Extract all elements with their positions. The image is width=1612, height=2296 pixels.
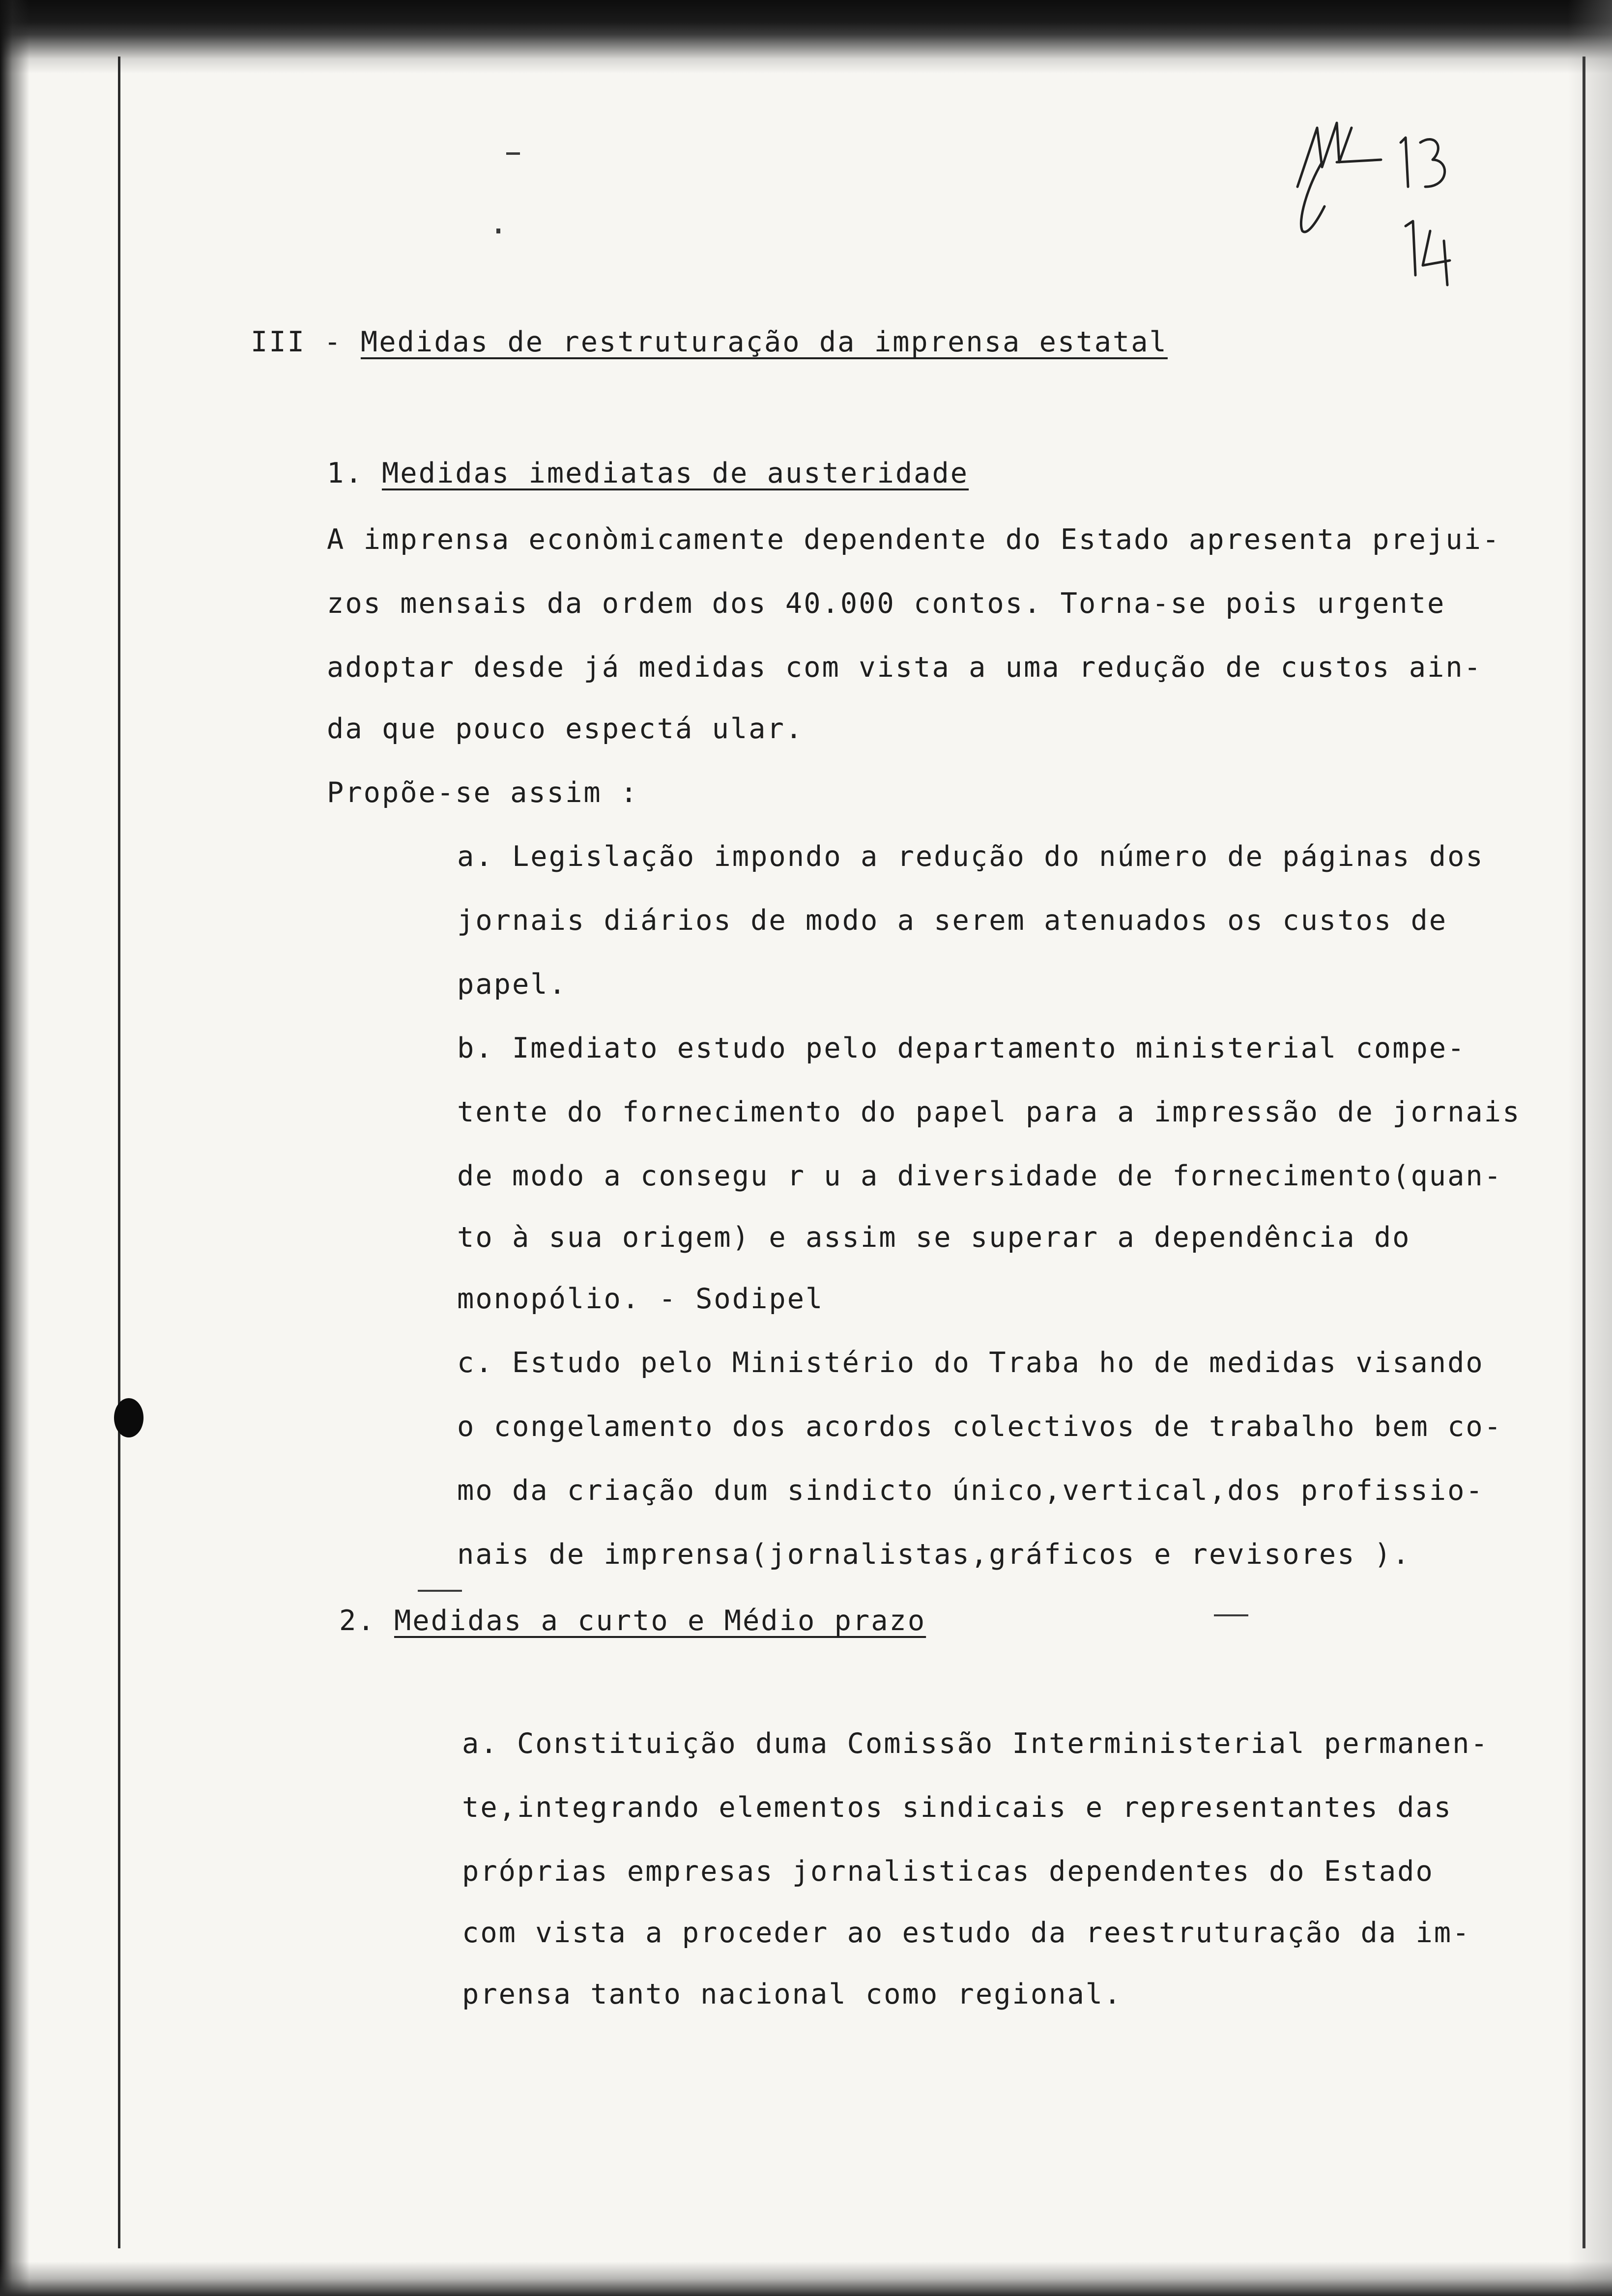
item-2a-line: a. Constituição duma Comissão Interministerial permanen- — [462, 1727, 1489, 1760]
stray-mark — [418, 1590, 462, 1592]
item-1b-line: monopólio. - Sodipel — [457, 1283, 824, 1315]
section-title: Medidas de restruturação da imprensa estatal — [360, 326, 1168, 358]
paragraph-line: A imprensa econòmicamente dependente do Estado apresenta prejui- — [327, 523, 1501, 556]
item-1b-line: tente do fornecimento do papel para a impressão de jornais — [457, 1096, 1521, 1128]
item-1c-line: o congelamento dos acordos colectivos de trabalho bem co- — [457, 1410, 1503, 1443]
paragraph-line: Propõe-se assim : — [327, 776, 639, 809]
item-1-number: 1. — [327, 457, 364, 489]
stray-mark — [1214, 1614, 1248, 1616]
item-1c-line: c. Estudo pelo Ministério do Traba ho de medidas visando — [457, 1347, 1484, 1379]
item-2a-line: com vista a proceder ao estudo da reestruturação da im- — [462, 1917, 1471, 1949]
item-2-number: 2. — [339, 1605, 376, 1637]
item-1a-line: papel. — [457, 968, 567, 1001]
scan-bottom-border — [0, 2262, 1612, 2296]
paragraph-line: da que pouco espectá ular. — [327, 713, 804, 745]
section-heading — [251, 328, 1168, 356]
item-1a-line: a. Legislação impondo a redução do número de páginas dos — [457, 840, 1484, 873]
item-2-heading — [339, 1607, 926, 1635]
item-2a-line: te,integrando elementos sindicais e representantes das — [462, 1791, 1453, 1824]
item-1b-line: de modo a consegu r u a diversidade de fornecimento(quan- — [457, 1160, 1503, 1192]
item-1-title: Medidas imediatas de austeridade — [381, 457, 969, 489]
item-2a-line: próprias empresas jornalisticas dependentes do Estado — [462, 1855, 1434, 1888]
item-1a-line: jornais diários de modo a serem atenuados os custos de — [457, 904, 1448, 937]
item-2-title: Medidas a curto e Médio prazo — [394, 1605, 926, 1637]
item-1b-line: b. Imediato estudo pelo departamento ministerial compe- — [457, 1032, 1466, 1064]
item-1b-line: to à sua origem) e assim se superar a dependência do — [457, 1221, 1411, 1254]
stray-mark — [506, 152, 520, 155]
stray-mark — [496, 229, 500, 233]
section-number: III - — [251, 326, 343, 358]
handwritten-signature-and-page-numbers — [1288, 113, 1469, 300]
item-2a-line: prensa tanto nacional como regional. — [462, 1978, 1123, 2010]
item-1c-line: nais de imprensa(jornalistas,gráficos e revisores ). — [457, 1538, 1411, 1571]
scan-left-border — [0, 0, 29, 2296]
punch-hole — [114, 1398, 144, 1437]
item-1c-line: mo da criação dum sindicto único,vertical,dos profissio- — [457, 1474, 1484, 1507]
paragraph-line: adoptar desde já medidas com vista a uma redução de custos ain- — [327, 651, 1482, 684]
paragraph-line: zos mensais da ordem dos 40.000 contos. Torna-se pois urgente — [327, 587, 1446, 620]
item-1-heading — [327, 459, 969, 488]
